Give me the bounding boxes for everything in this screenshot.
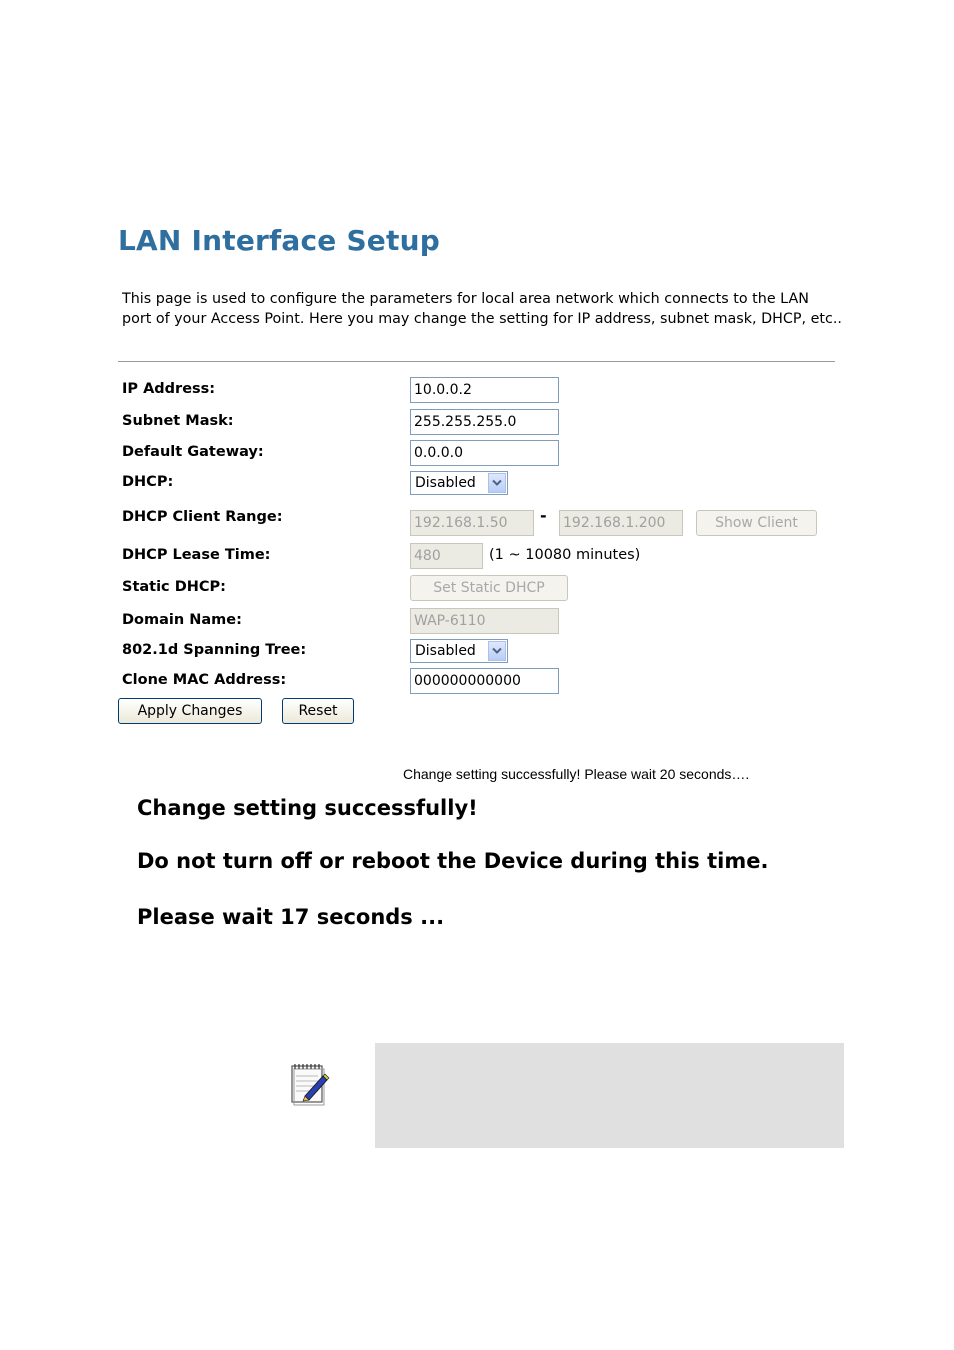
domain-name-input[interactable]: WAP-6110 [410,608,559,634]
dhcp-lease-time-label: DHCP Lease Time: [122,547,271,563]
apply-changes-button[interactable]: Apply Changes [118,698,262,724]
divider [118,361,835,362]
default-gateway-label: Default Gateway: [122,444,264,460]
status-caption: Change setting successfully! Please wait 20 seconds…. [403,766,750,782]
clone-mac-label: Clone MAC Address: [122,672,287,688]
success-message: Change setting successfully! [137,796,478,820]
warning-message: Do not turn off or reboot the Device during this time. [137,849,769,873]
show-client-button[interactable]: Show Client [696,510,817,536]
lease-time-hint: (1 ~ 10080 minutes) [489,547,641,563]
subnet-mask-label: Subnet Mask: [122,413,234,429]
ip-address-label: IP Address: [122,381,216,397]
static-dhcp-label: Static DHCP: [122,579,226,595]
page-description: This page is used to configure the parameters for local area network which connects to the LAN port of your Access Point. Here you may change the setting for IP address, subnet mask, DHCP, etc.. [122,291,842,327]
spanning-tree-label: 802.1d Spanning Tree: [122,642,307,658]
notepad-pencil-icon [289,1062,331,1106]
reset-button[interactable]: Reset [282,698,354,724]
clone-mac-input[interactable]: 000000000000 [410,668,559,694]
dhcp-range-start-input[interactable]: 192.168.1.50 [410,510,534,536]
dhcp-client-range-label: DHCP Client Range: [122,509,283,525]
chevron-down-icon[interactable] [488,641,506,661]
chevron-down-icon[interactable] [488,473,506,493]
domain-name-label: Domain Name: [122,612,242,628]
ip-address-input[interactable]: 10.0.0.2 [410,377,559,403]
dhcp-lease-time-input[interactable]: 480 [410,543,483,569]
note-panel [375,1043,844,1148]
spanning-tree-select[interactable] [410,639,508,663]
dhcp-range-end-input[interactable]: 192.168.1.200 [559,510,683,536]
countdown-message: Please wait 17 seconds ... [137,905,445,929]
dhcp-select-value: Disabled [415,475,476,491]
spanning-tree-select-value: Disabled [415,643,476,659]
set-static-dhcp-button[interactable]: Set Static DHCP [410,575,568,601]
default-gateway-input[interactable]: 0.0.0.0 [410,440,559,466]
range-separator: - [540,506,547,525]
page-title: LAN Interface Setup [118,224,440,257]
dhcp-label: DHCP: [122,474,174,490]
subnet-mask-input[interactable]: 255.255.255.0 [410,409,559,435]
dhcp-select[interactable] [410,471,508,495]
